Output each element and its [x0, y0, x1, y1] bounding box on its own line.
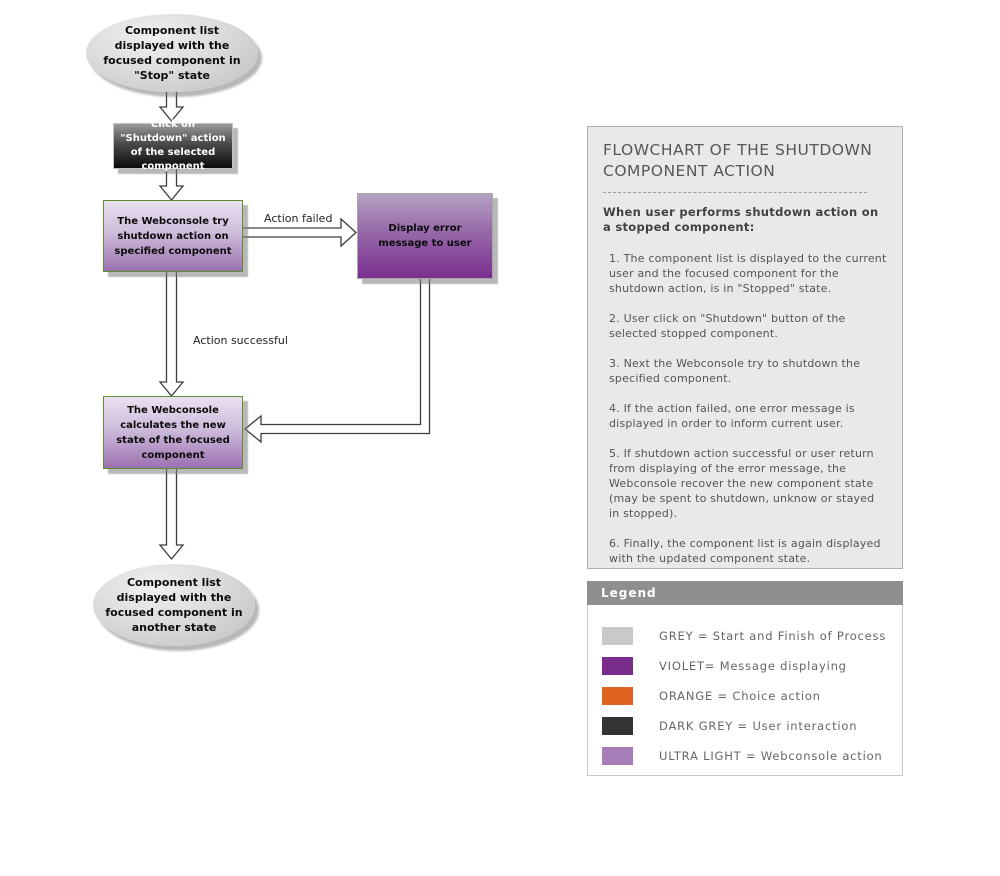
end-ellipse-label: Component list displayed with the focused component in another state	[105, 576, 243, 634]
description-panel	[587, 126, 903, 569]
user-action-label: Click on "Shutdown" action of the selected component	[120, 119, 226, 172]
legend-label: GREY = Start and Finish of Process	[659, 629, 887, 643]
arrow-calculate-to-end	[160, 468, 183, 559]
action-failed-label: Action failed	[264, 212, 333, 225]
legend-header: Legend	[587, 581, 903, 605]
legend-row	[602, 681, 902, 711]
panel-step-4: 4. If the action failed, one error message is displayed in order to inform current user.	[609, 402, 855, 430]
legend-label: VIOLET= Message displaying	[659, 659, 847, 673]
orange-swatch-icon	[602, 687, 633, 705]
panel-step-5: 5. If shutdown action successful or user return from displaying of the error message, the Webconsole recover the new component state (may be spent to shutdown, unknow or stayed in stopped).	[609, 447, 875, 520]
grey-swatch-icon	[602, 627, 633, 645]
legend-row	[602, 621, 902, 651]
calculate-state-box	[103, 396, 243, 469]
user-action-box	[113, 119, 233, 172]
error-message-box	[357, 193, 493, 279]
legend-label: ULTRA LIGHT = Webconsole action	[659, 749, 883, 763]
arrow-start-to-click	[160, 90, 183, 121]
ultra-light-swatch-icon	[602, 747, 633, 765]
error-message-label: Display error message to user	[378, 223, 472, 249]
arrow-error-return	[245, 278, 430, 442]
legend-row	[602, 741, 902, 771]
end-ellipse	[93, 564, 255, 646]
panel-separator	[603, 192, 867, 193]
try-shutdown-box	[103, 200, 243, 272]
panel-step-1: 1. The component list is displayed to the current user and the focused component for the shutdown action, is in "Stopped" state.	[609, 252, 887, 295]
dark-grey-swatch-icon	[602, 717, 633, 735]
panel-step-6: 6. Finally, the component list is again displayed with the updated component state.	[609, 537, 881, 565]
calculate-state-label: The Webconsole calculates the new state of the focused component	[116, 404, 230, 461]
violet-swatch-icon	[602, 657, 633, 675]
legend-label: DARK GREY = User interaction	[659, 719, 858, 733]
arrow-action-successful	[160, 271, 183, 396]
legend-panel	[587, 581, 903, 776]
try-shutdown-label: The Webconsole try shutdown action on specified component	[114, 215, 232, 257]
legend-body	[588, 605, 902, 771]
legend-row	[602, 651, 902, 681]
start-ellipse-label: Component list displayed with the focused component in "Stop" state	[103, 24, 241, 82]
panel-step-3: 3. Next the Webconsole try to shutdown the specified component.	[609, 357, 861, 385]
start-ellipse	[86, 14, 258, 92]
legend-label: ORANGE = Choice action	[659, 689, 821, 703]
panel-step-2: 2. User click on "Shutdown" button of the selected stopped component.	[609, 312, 846, 340]
action-successful-label: Action successful	[193, 334, 288, 347]
panel-title: FLOWCHART OF THE SHUTDOWN COMPONENT ACTION	[603, 141, 873, 180]
legend-row	[602, 711, 902, 741]
panel-intro: When user performs shutdown action on a stopped component:	[603, 205, 879, 234]
